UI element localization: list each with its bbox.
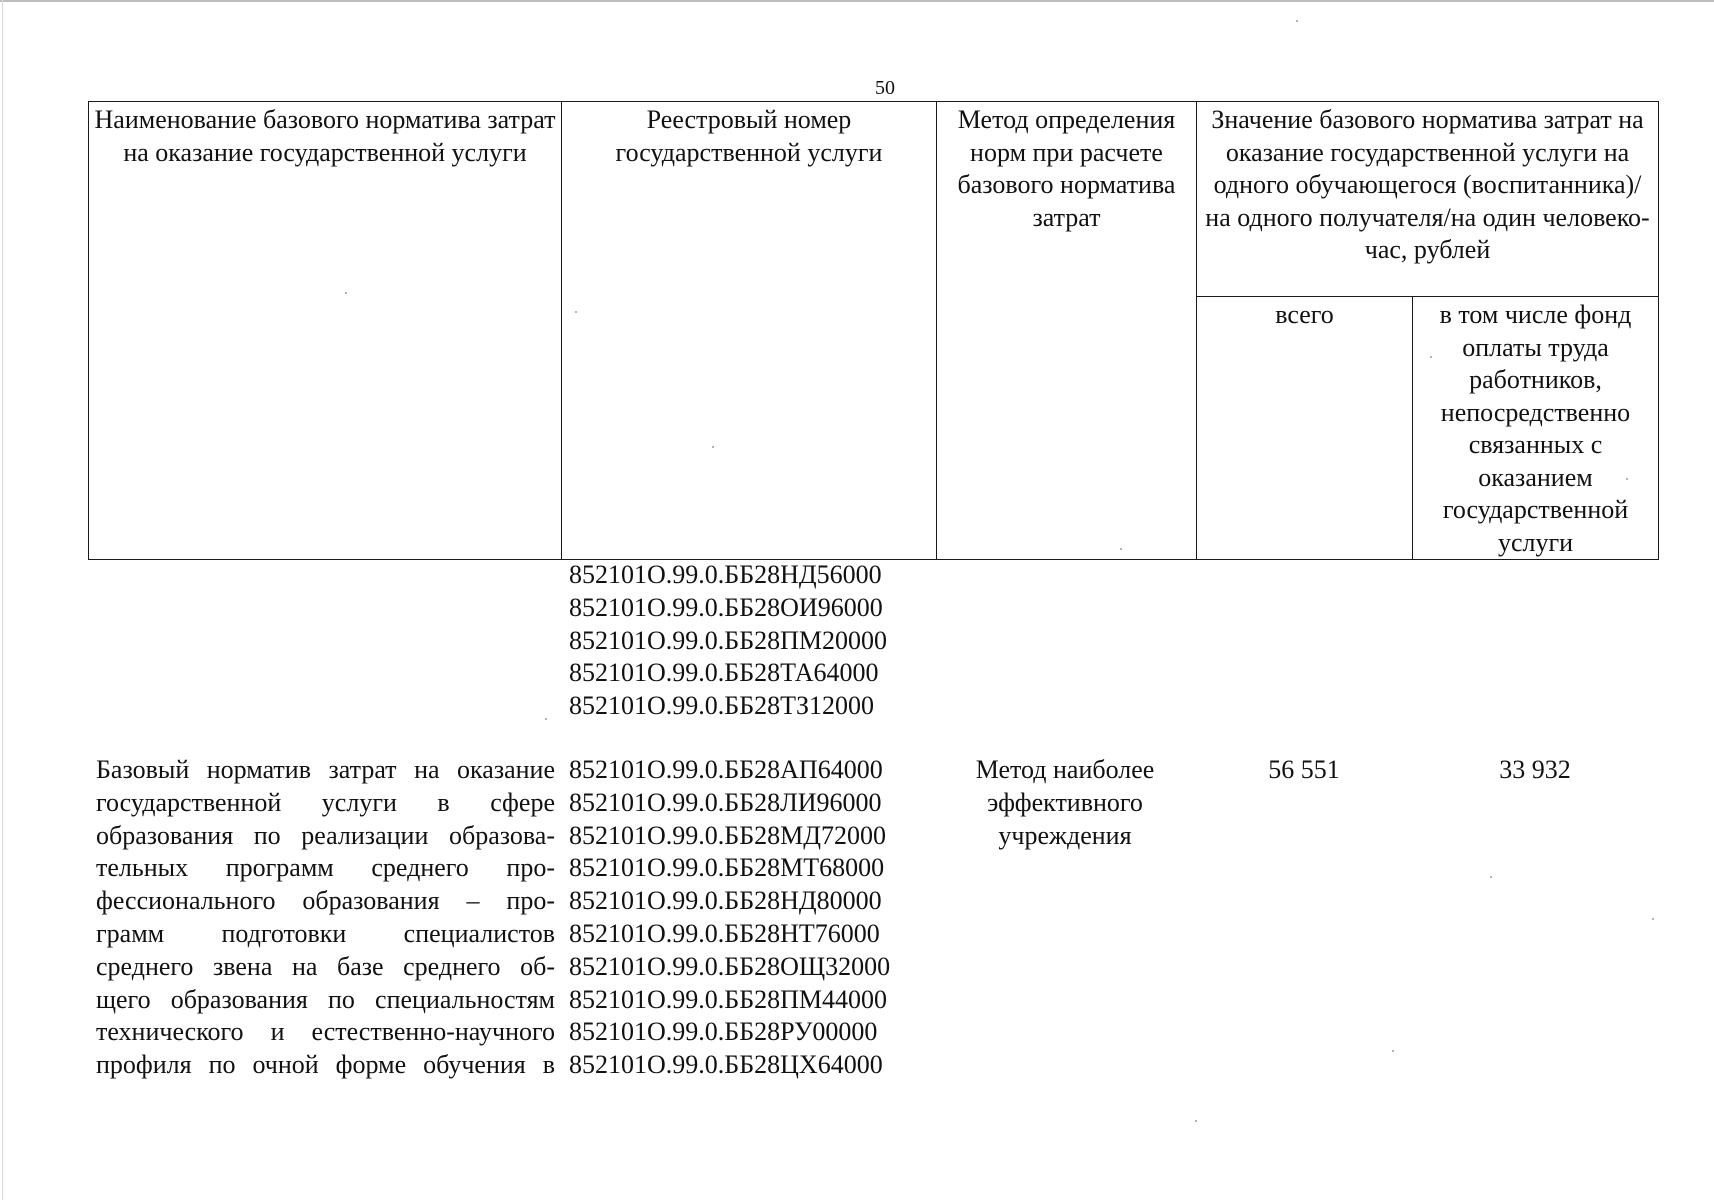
row-code-list <box>569 754 890 1082</box>
registry-code: 852101О.99.0.ББ28ОЩ32000 <box>569 951 891 981</box>
header-col-value: Значение базового норматива затрат на оказание государственной услуги на одного обучающегося (воспитанника)/на одного получателя/на один человеко-час, рублей <box>1197 102 1659 297</box>
header-col-wage: в том числе фонд оплаты труда работников, непосредственно связанных с оказанием государственной услуги <box>1413 297 1659 560</box>
registry-code: 852101О.99.0.ББ28НД80000 <box>569 886 882 916</box>
header-col-registry: Реестровый номер государственной услуги <box>562 102 937 560</box>
description-line: образования по реализации образова- <box>96 820 555 850</box>
scan-speck <box>712 446 714 448</box>
description-line: щего образования по специальностям <box>96 984 555 1014</box>
scan-speck <box>1430 356 1432 358</box>
row-method: Метод наиболее эффективного учреждения <box>975 755 1155 850</box>
row-description <box>96 754 555 1082</box>
registry-code: 852101О.99.0.ББ28ПМ20000 <box>569 625 888 655</box>
registry-code: 852101О.99.0.ББ28ПМ44000 <box>569 984 888 1014</box>
header-col-name: Наименование базового норматива затрат на оказание государственной услуги <box>89 102 562 560</box>
scan-speck <box>1392 1050 1394 1052</box>
registry-code: 852101О.99.0.ББ28РУ00000 <box>569 1017 878 1047</box>
registry-code: 852101О.99.0.ББ28МД72000 <box>569 820 886 850</box>
scan-speck <box>575 311 577 313</box>
registry-code: 852101О.99.0.ББ28ТЗ12000 <box>569 691 875 721</box>
scan-speck <box>545 718 547 720</box>
scan-speck <box>1490 876 1492 878</box>
registry-code: 852101О.99.0.ББ28МТ68000 <box>569 853 885 883</box>
scan-speck <box>1652 918 1654 920</box>
scan-speck <box>1195 1120 1197 1122</box>
row-value-wage: 33 932 <box>1499 755 1571 784</box>
table-header <box>88 101 1659 560</box>
registry-code: 852101О.99.0.ББ28ТА64000 <box>569 658 879 688</box>
registry-code: 852101О.99.0.ББ28НД56000 <box>569 560 882 589</box>
header-col-total: всего <box>1197 297 1413 560</box>
description-line: фессионального образования – про- <box>96 886 555 916</box>
description-line: технического и естественно-научного <box>96 1017 555 1047</box>
scan-speck <box>345 292 347 294</box>
description-line: государственной услуги в сфере <box>96 787 555 817</box>
description-line: Базовый норматив затрат на оказание <box>96 755 555 784</box>
page-number: 50 <box>875 77 895 99</box>
description-line: тельных программ среднего про- <box>96 853 555 883</box>
registry-code: 852101О.99.0.ББ28ЛИ96000 <box>569 787 882 817</box>
registry-code: 852101О.99.0.ББ28ОИ96000 <box>569 592 883 622</box>
scan-edge-top <box>0 0 1714 2</box>
registry-code: 852101О.99.0.ББ28НТ76000 <box>569 918 880 948</box>
description-line: среднего звена на базе среднего об- <box>96 951 555 981</box>
description-line: грамм подготовки специалистов <box>96 918 555 948</box>
scan-speck <box>1296 20 1298 22</box>
header-col-method: Метод определения норм при расчете базового норматива затрат <box>937 102 1197 560</box>
continuation-code-list <box>569 559 887 723</box>
registry-code: 852101О.99.0.ББ28ЦХ64000 <box>569 1050 883 1080</box>
row-value-total: 56 551 <box>1268 755 1340 784</box>
scan-speck <box>1120 548 1122 550</box>
registry-code: 852101О.99.0.ББ28АП64000 <box>569 755 883 784</box>
scan-speck <box>1626 478 1628 480</box>
description-line: профиля по очной форме обучения в <box>96 1050 555 1080</box>
scan-edge-left <box>2 0 3 1200</box>
